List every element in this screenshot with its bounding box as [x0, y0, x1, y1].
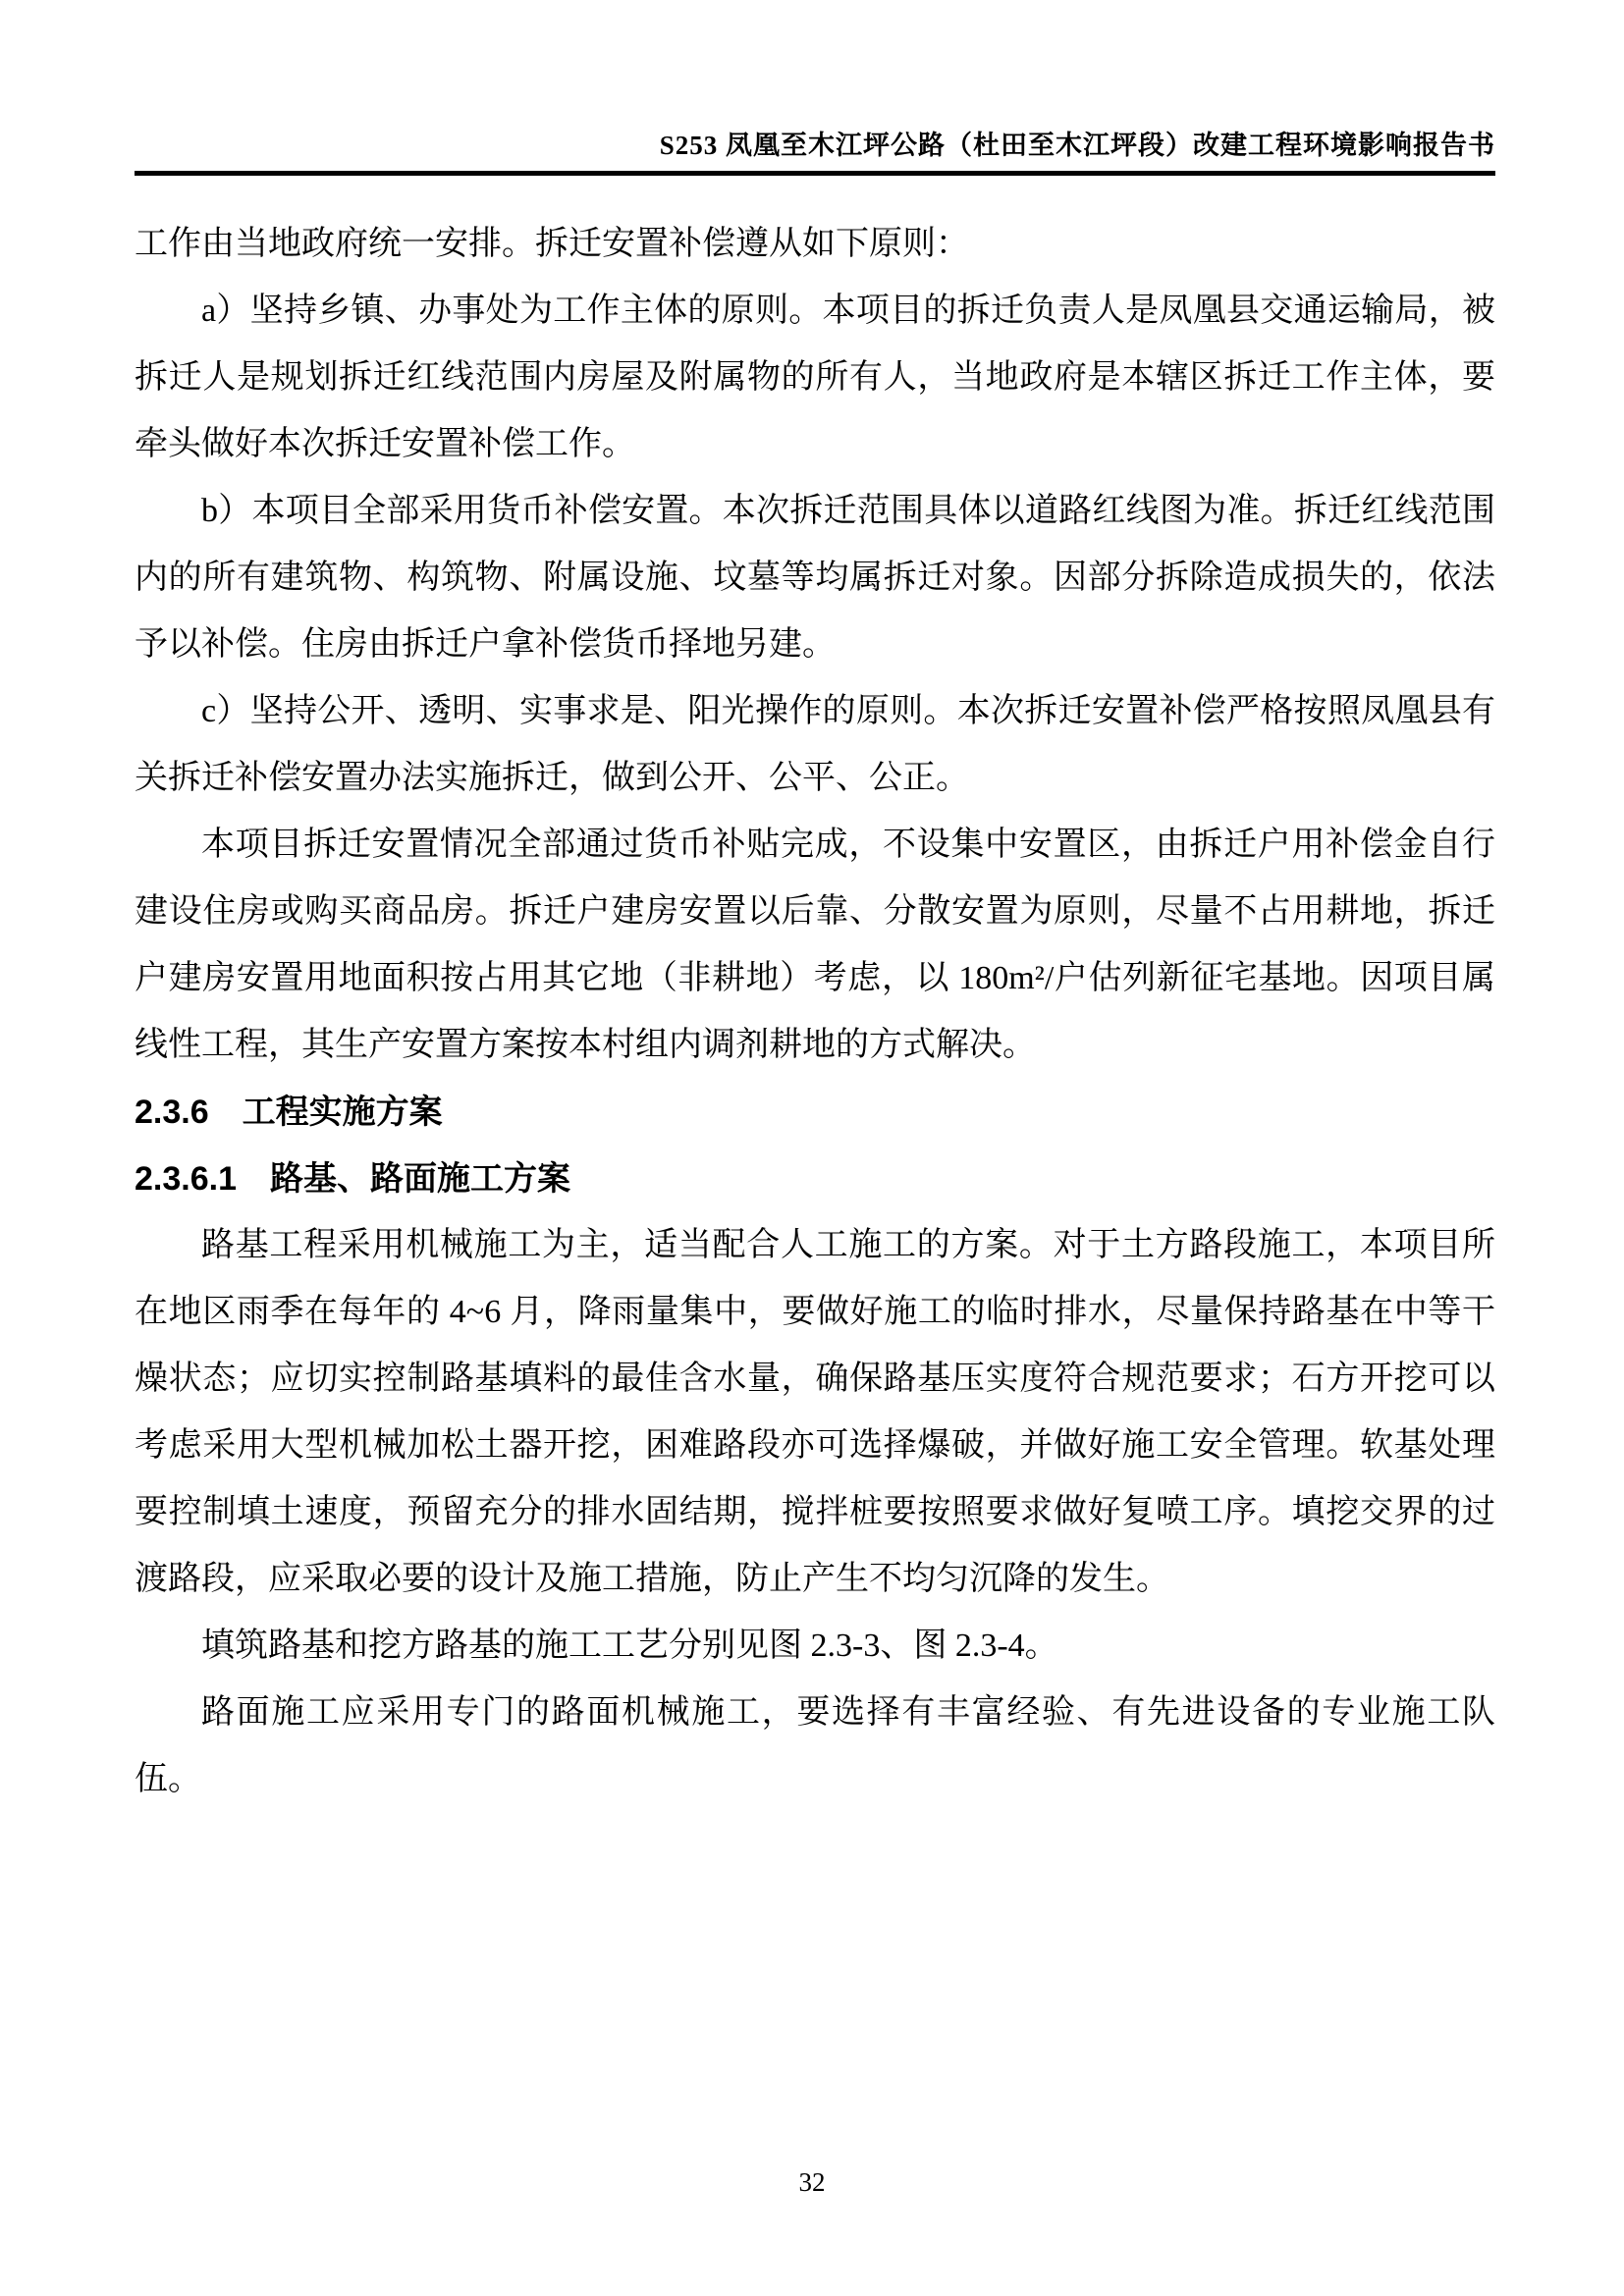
page-content	[135, 126, 1495, 1813]
page-footer	[0, 2167, 1624, 2198]
section-heading-2-3-6: 2.3.6 工程实施方案	[135, 1094, 443, 1131]
paragraph-monetary-compensation: 本项目拆迁安置情况全部通过货币补贴完成，不设集中安置区，由拆迁户用补偿金自行建设住房或购买商品房。拆迁户建房安置以后靠、分散安置为原则，尽量不占用耕地，拆迁户建房安置用地面积按占用其它地（非耕地）考虑，以 180m²/户估列新征宅基地。因项目属线性工程，其生产安置方案按本村组内调剂耕地的方式解决。	[135, 827, 1495, 1063]
paragraph-resettlement-principles-intro: 工作由当地政府统一安排。拆迁安置补偿遵从如下原则：	[135, 226, 969, 262]
header-rule	[135, 171, 1495, 176]
paragraph-principle-a: a）坚持乡镇、办事处为工作主体的原则。本项目的拆迁负责人是凤凰县交通运输局，被拆迁人是规划拆迁红线范围内房屋及附属物的所有人，当地政府是本辖区拆迁工作主体，要牵头做好本次拆迁安置补偿工作。	[135, 293, 1495, 462]
page-header	[135, 126, 1495, 176]
page-number: 32	[798, 2167, 826, 2197]
paragraph-principle-c: c）坚持公开、透明、实事求是、阳光操作的原则。本次拆迁安置补偿严格按照凤凰县有关拆迁补偿安置办法实施拆迁，做到公开、公平、公正。	[135, 693, 1495, 796]
paragraph-principle-b: b）本项目全部采用货币补偿安置。本次拆迁范围具体以道路红线图为准。拆迁红线范围内的所有建筑物、构筑物、附属设施、坟墓等均属拆迁对象。因部分拆除造成损失的，依法予以补偿。住房由拆迁户拿补偿货币择地另建。	[135, 493, 1495, 663]
paragraph-roadbed-construction: 路基工程采用机械施工为主，适当配合人工施工的方案。对于土方路段施工，本项目所在地区雨季在每年的 4~6 月，降雨量集中，要做好施工的临时排水，尽量保持路基在中等干燥状态；应切实控制路基填料的最佳含水量，确保路基压实度符合规范要求；石方开挖可以考虑采用大型机械加松土器开挖，困难路段亦可选择爆破，并做好施工安全管理。软基处理要控制填土速度，预留充分的排水固结期，搅拌桩要按照要求做好复喷工序。填挖交界的过渡路段，应采取必要的设计及施工措施，防止产生不均匀沉降的发生。	[135, 1227, 1495, 1597]
section-heading-2-3-6-1: 2.3.6.1 路基、路面施工方案	[135, 1160, 570, 1198]
report-title: S253 凤凰至木江坪公路（杜田至木江坪段）改建工程环境影响报告书	[659, 131, 1495, 160]
paragraph-figure-reference: 填筑路基和挖方路基的施工工艺分别见图 2.3-3、图 2.3-4。	[201, 1628, 1058, 1664]
document-body	[135, 211, 1495, 1813]
paragraph-pavement-construction: 路面施工应采用专门的路面机械施工，要选择有丰富经验、有先进设备的专业施工队伍。	[135, 1694, 1495, 1797]
